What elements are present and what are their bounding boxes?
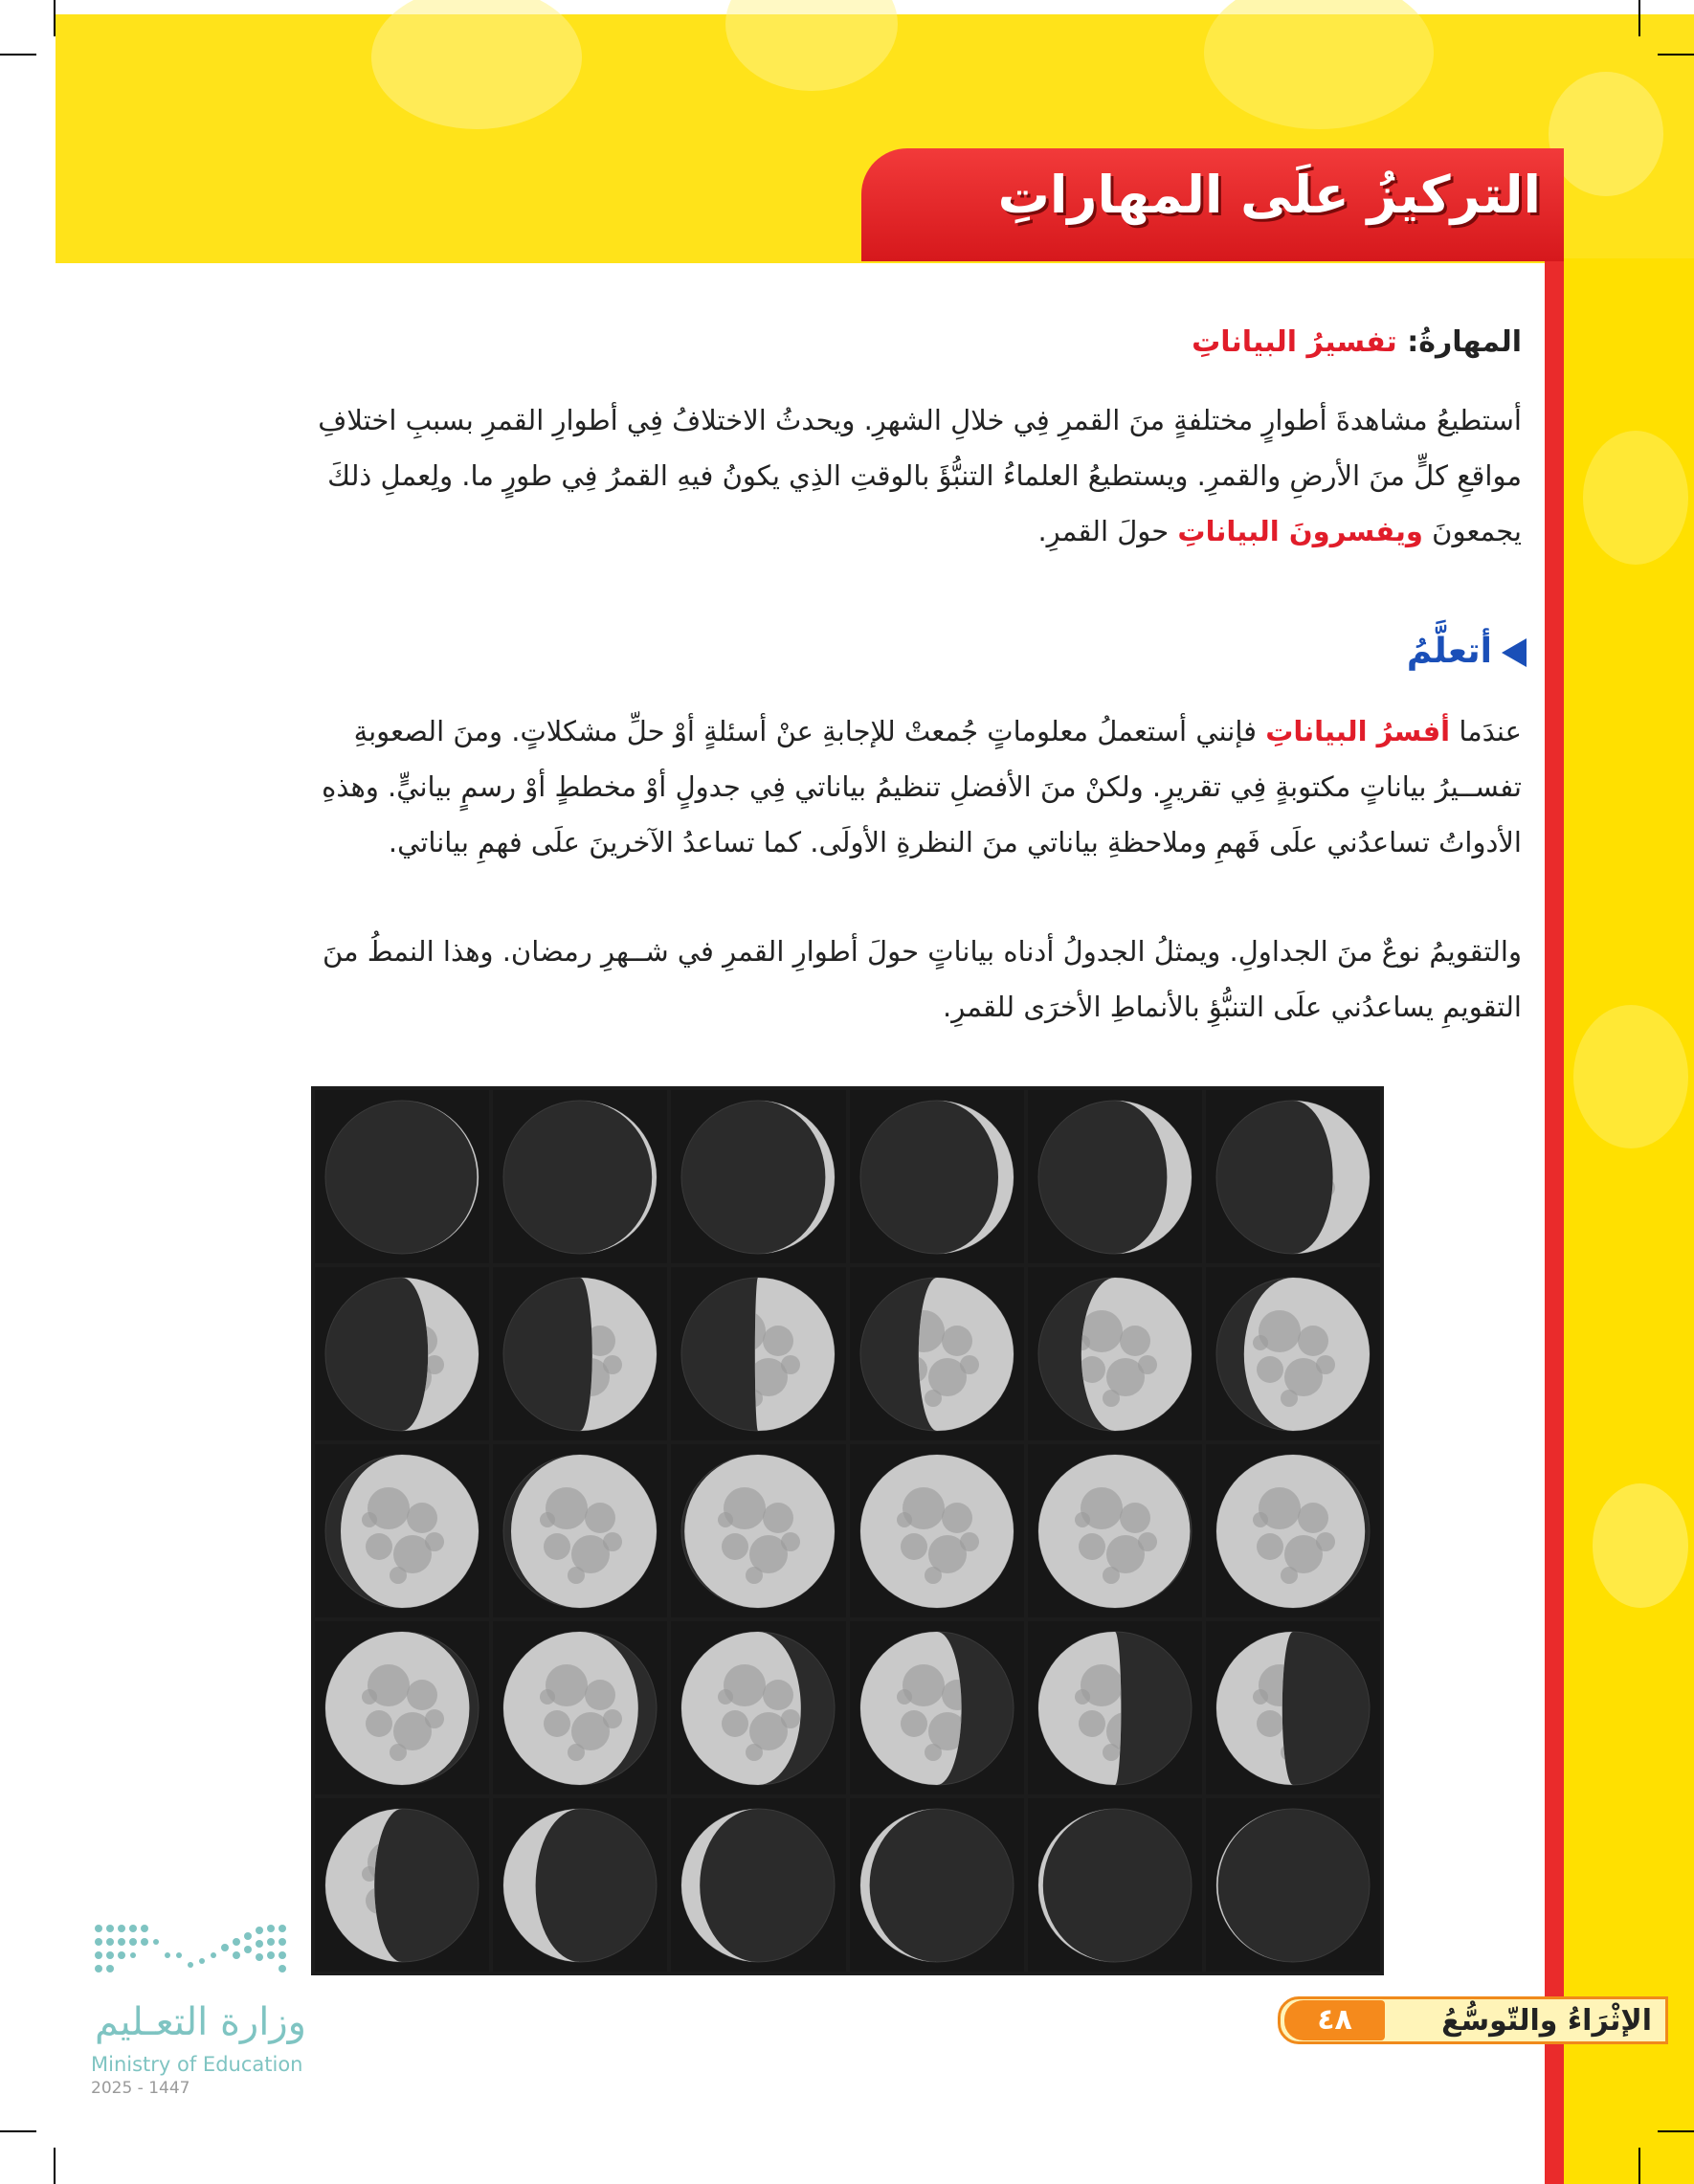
moon-phase-cell bbox=[315, 1621, 489, 1794]
moon-phase-cell bbox=[1206, 1090, 1380, 1263]
moon-phase-cell bbox=[1206, 1621, 1380, 1794]
intro-line: أستطيعُ مشاهدةَ أطوارٍ مختلفةٍ منَ القمرِ فِي خلالِ الشهرِ. ويحدثُ الاختلافُ فِي أطوارِ القمرِ بسببِ اختلافِ bbox=[318, 404, 1522, 436]
intro-text: يجمعونَ bbox=[1432, 515, 1522, 547]
learn-line: والتقويمُ نوعٌ منَ الجداولِ. ويمثلُ الجدولُ أدناه بياناتٍ حولَ أطوارِ القمرِ في شــهرِ رمضان. وهذا النمطُ منَ bbox=[322, 935, 1522, 968]
moon-phase-icon bbox=[500, 1451, 660, 1612]
footer-section-title: الإثْرَاءُ والتّوسُّعُ bbox=[1441, 2003, 1652, 2038]
learn-line: التقويمِ يساعدُني علَى التنبُّؤِ بالأنماطِ الأخرَى للقمرِ. bbox=[943, 991, 1522, 1023]
moon-phase-cell bbox=[671, 1267, 845, 1440]
moon-phase-cell bbox=[493, 1090, 667, 1263]
ministry-name-ar: وزارة التعـليم bbox=[94, 2000, 306, 2044]
ministry-year: 2025 - 1447 bbox=[91, 2079, 190, 2098]
moon-phase-cell bbox=[1028, 1444, 1202, 1617]
learn-text: عندَما bbox=[1459, 715, 1522, 747]
moon-phase-icon bbox=[322, 1274, 482, 1435]
moon-phase-cell bbox=[1206, 1798, 1380, 1972]
moon-phase-icon bbox=[678, 1274, 838, 1435]
skill-line bbox=[215, 325, 1522, 359]
moon-phase-icon bbox=[500, 1097, 660, 1258]
learn-line: تفســيرُ بياناتٍ مكتوبةٍ فِي تقريرٍ. ولكنْ منَ الأفضلِ تنظيمُ بياناتي فِي جدولٍ أوْ مخططٍ أوْ رسمٍ بيانيٍّ. وهذهِ bbox=[322, 770, 1522, 803]
decor-blob bbox=[1583, 431, 1688, 565]
moon-phase-cell bbox=[315, 1090, 489, 1263]
skill-name: تفسيرُ البياناتِ bbox=[1192, 325, 1397, 359]
right-yellow-band bbox=[1564, 258, 1694, 2184]
moon-phase-icon bbox=[1035, 1628, 1195, 1789]
moon-phase-cell bbox=[671, 1798, 845, 1972]
moon-phase-icon bbox=[1035, 1805, 1195, 1966]
learn-text: فإنني أستعملُ معلوماتٍ جُمعتْ للإجابةِ عنْ أسئلةٍ أوْ حلِّ مشكلاتٍ. ومنَ الصعوبةِ bbox=[353, 715, 1258, 747]
moon-phase-icon bbox=[322, 1628, 482, 1789]
moon-phase-calendar bbox=[311, 1086, 1384, 1975]
moon-phase-cell bbox=[493, 1444, 667, 1617]
learn-line: الأدواتُ تساعدُني علَى فَهمِ وملاحظةِ بياناتي منَ النظرةِ الأولَى. كما تساعدُ الآخرينَ علَى فهمِ بياناتي. bbox=[388, 826, 1522, 858]
decor-blob bbox=[1573, 1005, 1688, 1148]
moon-phase-cell bbox=[850, 1798, 1024, 1972]
decor-blob bbox=[725, 0, 898, 91]
crop-mark bbox=[0, 54, 36, 56]
moon-phase-cell bbox=[1206, 1444, 1380, 1617]
moon-phase-cell bbox=[671, 1621, 845, 1794]
intro-highlight: ويفسرونَ البياناتِ bbox=[1177, 515, 1423, 547]
moon-phase-icon bbox=[1213, 1274, 1373, 1435]
decor-blob bbox=[1549, 72, 1663, 196]
moon-phase-icon bbox=[500, 1274, 660, 1435]
moon-phase-cell bbox=[1028, 1621, 1202, 1794]
intro-paragraph bbox=[215, 392, 1522, 559]
moon-phase-icon bbox=[857, 1097, 1017, 1258]
moon-phase-icon bbox=[500, 1628, 660, 1789]
decor-blob bbox=[1204, 0, 1434, 129]
crop-mark bbox=[54, 2148, 56, 2184]
moon-phase-icon bbox=[857, 1628, 1017, 1789]
moon-phase-cell bbox=[671, 1444, 845, 1617]
learn-heading bbox=[1407, 632, 1527, 671]
learn-paragraph-2 bbox=[215, 924, 1522, 1035]
moon-phase-cell bbox=[315, 1798, 489, 1972]
ministry-name-en: Ministry of Education bbox=[91, 2053, 303, 2076]
page-number: ٤٨ bbox=[1284, 2000, 1385, 2040]
moon-phase-icon bbox=[1035, 1274, 1195, 1435]
crop-mark bbox=[1638, 2148, 1640, 2184]
moon-phase-cell bbox=[850, 1090, 1024, 1263]
moon-phase-icon bbox=[857, 1805, 1017, 1966]
crop-mark bbox=[1658, 2130, 1694, 2132]
moon-phase-cell bbox=[850, 1444, 1024, 1617]
red-side-strip bbox=[1545, 258, 1564, 2184]
decor-blob bbox=[1593, 1483, 1688, 1608]
moon-phase-icon bbox=[500, 1805, 660, 1966]
learn-heading-text: أتعلَّمُ bbox=[1406, 632, 1492, 671]
moon-phase-icon bbox=[322, 1805, 482, 1966]
ministry-logo-icon bbox=[91, 1919, 301, 1976]
page-title: التركيزُ علَى المهاراتِ bbox=[997, 165, 1541, 225]
moon-phase-cell bbox=[1028, 1090, 1202, 1263]
moon-phase-cell bbox=[850, 1267, 1024, 1440]
moon-phase-icon bbox=[1035, 1451, 1195, 1612]
crop-mark bbox=[0, 2130, 36, 2132]
crop-mark bbox=[1638, 0, 1640, 36]
moon-phase-cell bbox=[1206, 1267, 1380, 1440]
moon-phase-icon bbox=[322, 1451, 482, 1612]
moon-phase-cell bbox=[493, 1798, 667, 1972]
moon-phase-icon bbox=[678, 1451, 838, 1612]
crop-mark bbox=[1658, 54, 1694, 56]
moon-phase-cell bbox=[315, 1267, 489, 1440]
moon-phase-icon bbox=[1213, 1451, 1373, 1612]
intro-line: مواقعِ كلٍّ منَ الأرضِ والقمرِ. ويستطيعُ العلماءُ التنبُّؤَ بالوقتِ الذِي يكونُ فيهِ القمرُ فِي طورٍ ما. ولِعملِ ذلكَ bbox=[327, 459, 1522, 492]
moon-phase-icon bbox=[1213, 1805, 1373, 1966]
moon-phase-cell bbox=[850, 1621, 1024, 1794]
moon-phase-icon bbox=[322, 1097, 482, 1258]
moon-phase-icon bbox=[1213, 1097, 1373, 1258]
moon-phase-icon bbox=[857, 1451, 1017, 1612]
decor-blob bbox=[371, 0, 582, 129]
intro-text: حولَ القمرِ. bbox=[1037, 515, 1170, 547]
crop-mark bbox=[54, 0, 56, 36]
moon-phase-cell bbox=[1028, 1798, 1202, 1972]
moon-phase-icon bbox=[1213, 1628, 1373, 1789]
moon-phase-icon bbox=[678, 1805, 838, 1966]
moon-phase-icon bbox=[1035, 1097, 1195, 1258]
moon-phase-cell bbox=[1028, 1267, 1202, 1440]
skill-label: المهارةُ: bbox=[1407, 325, 1522, 359]
moon-phase-icon bbox=[857, 1274, 1017, 1435]
moon-phase-cell bbox=[493, 1621, 667, 1794]
moon-phase-cell bbox=[671, 1090, 845, 1263]
moon-phase-cell bbox=[493, 1267, 667, 1440]
moon-phase-icon bbox=[678, 1097, 838, 1258]
moon-phase-cell bbox=[315, 1444, 489, 1617]
moon-phase-icon bbox=[678, 1628, 838, 1789]
intro-line bbox=[215, 503, 1522, 559]
triangle-arrow-icon bbox=[1502, 638, 1527, 667]
learn-line bbox=[215, 703, 1522, 759]
learn-highlight: أفسرُ البياناتِ bbox=[1265, 715, 1451, 747]
learn-paragraph-1 bbox=[215, 703, 1522, 870]
